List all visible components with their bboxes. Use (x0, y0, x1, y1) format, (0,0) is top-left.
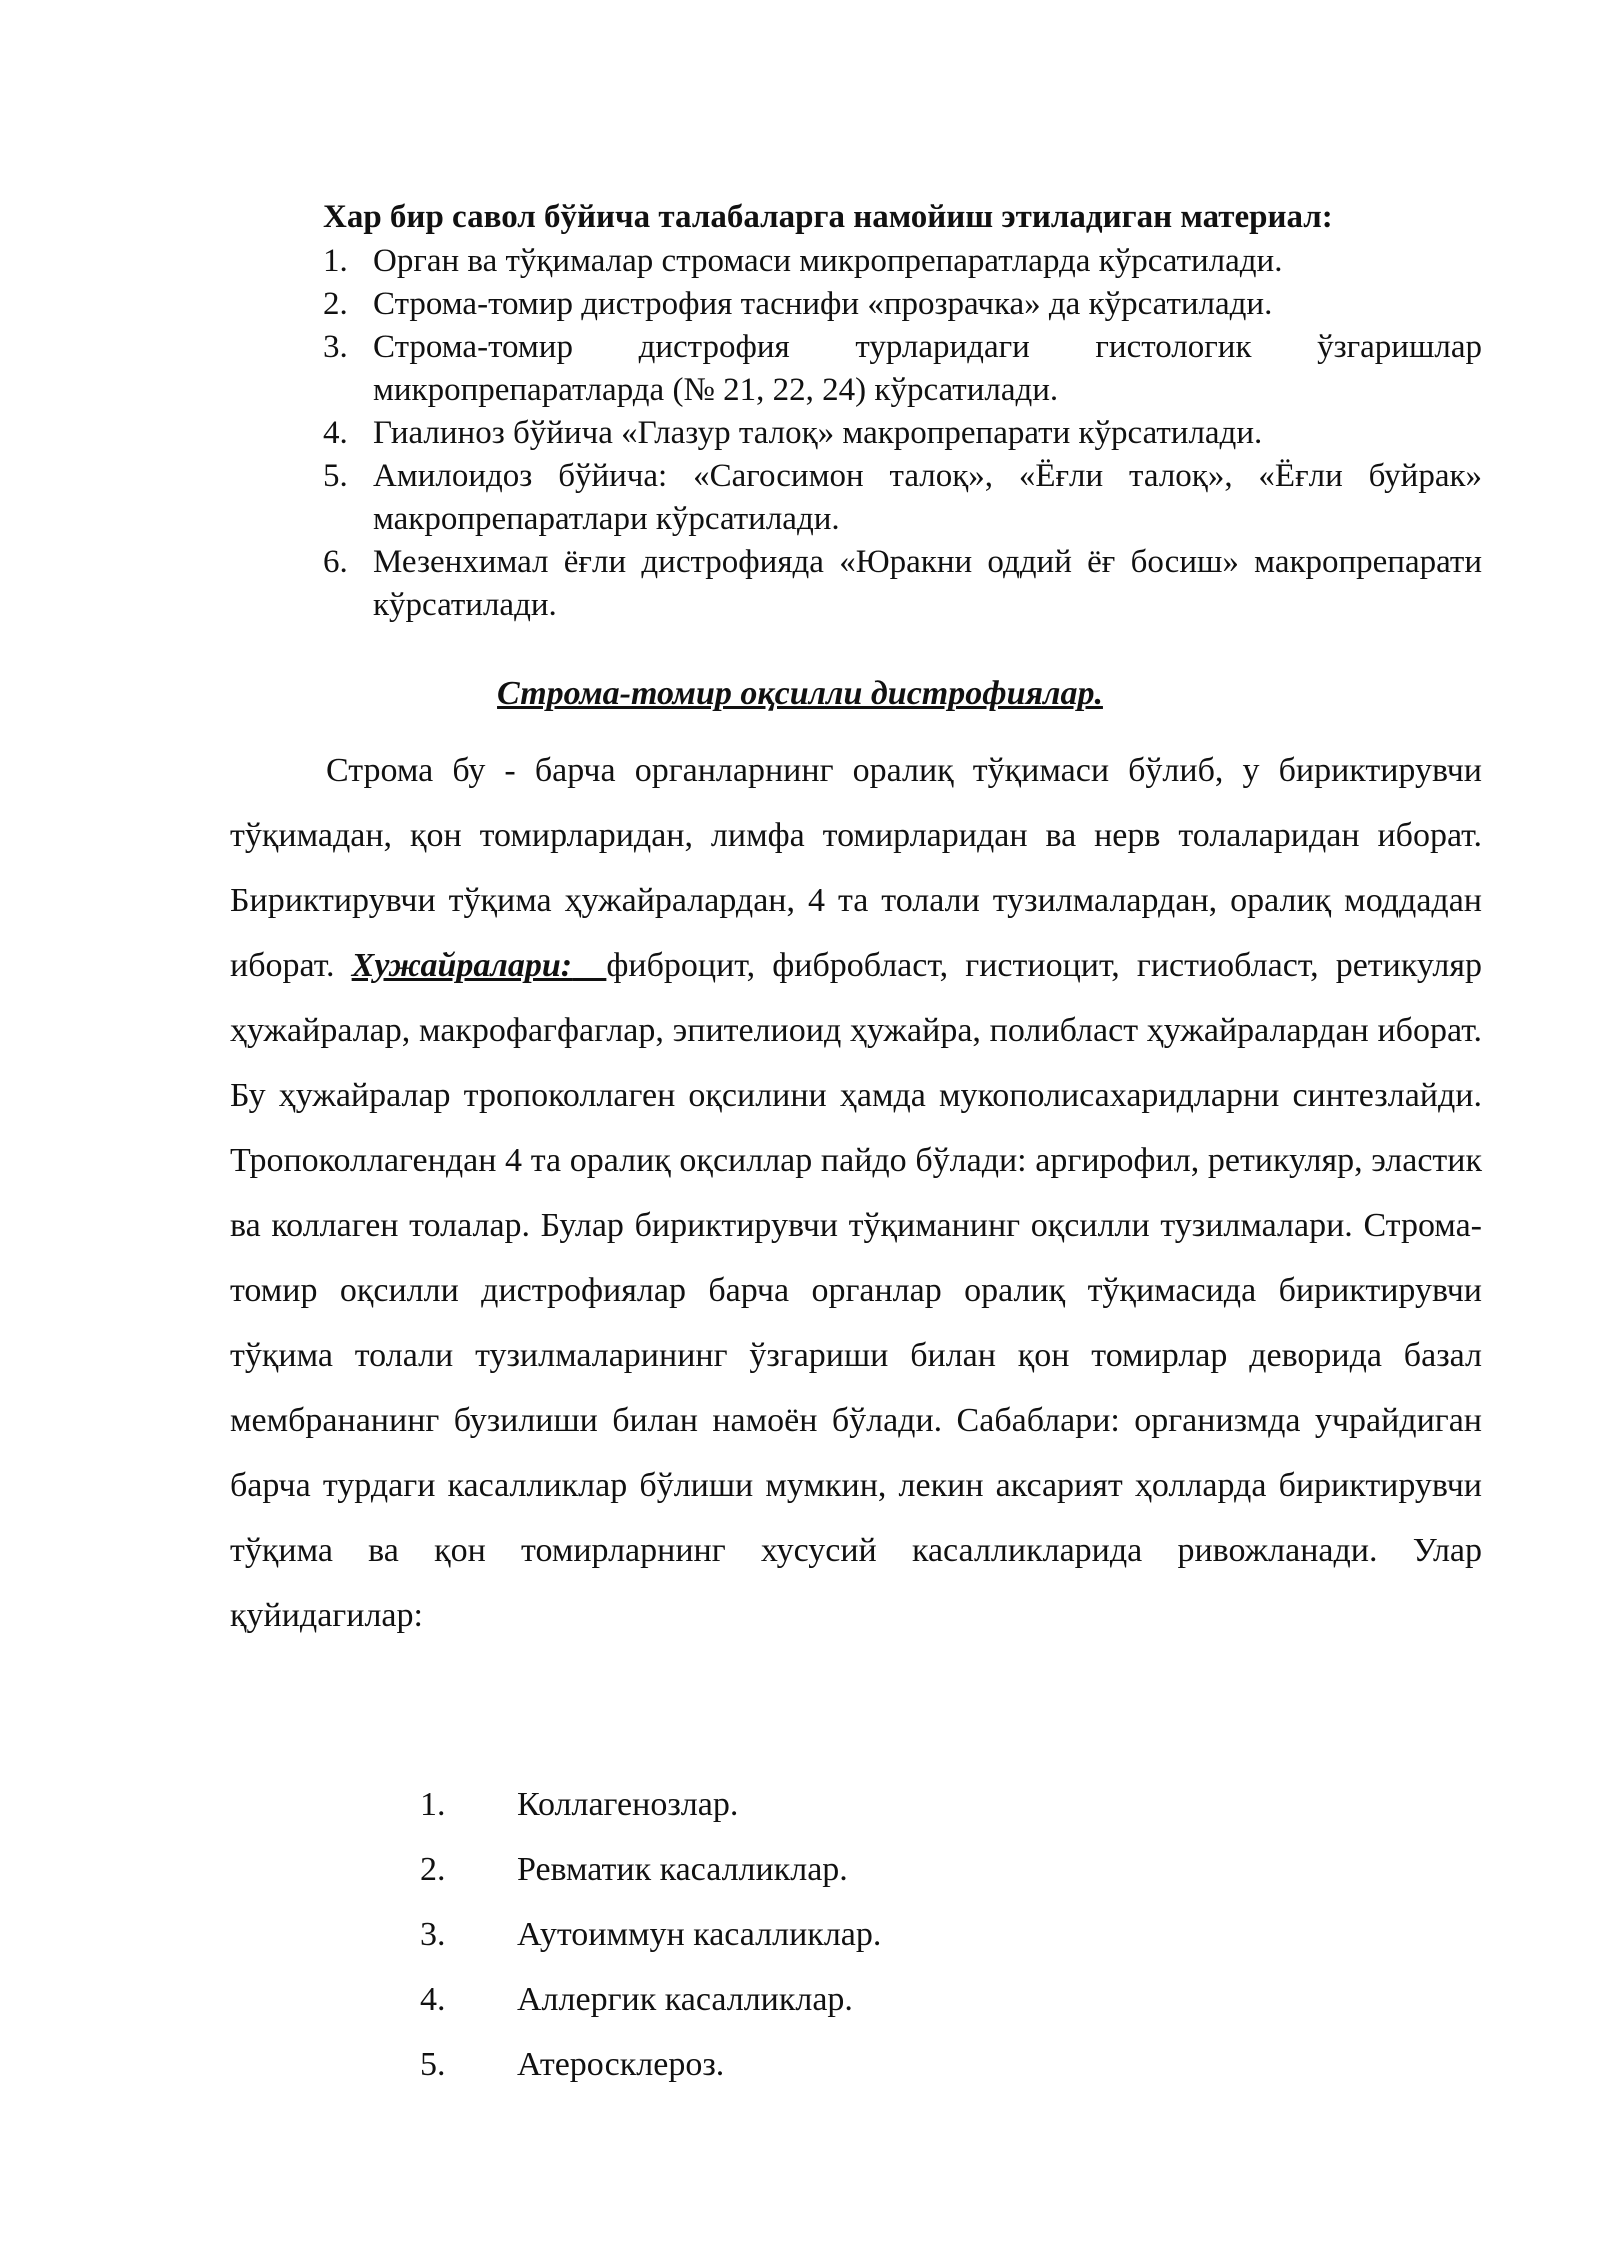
list-item-number: 4. (420, 1981, 446, 2018)
list-item-number: 5. (420, 2046, 446, 2083)
list-item-number: 6. (323, 544, 348, 580)
list-item (323, 240, 1482, 283)
list-item-number: 5. (323, 458, 348, 494)
list-item (420, 1967, 881, 2032)
list-item-text: Гиалиноз бўйича «Глазур талоқ» макропрепарати кўрсатилади. (373, 415, 1263, 451)
list-item-text: Коллагенозлар. (517, 1786, 739, 1823)
list-item (420, 2032, 881, 2097)
cells-label: Хужайралари: (351, 947, 573, 984)
list-item-text: Аутоиммун касалликлар. (517, 1916, 882, 1953)
list-item-text: Строма-томир дистрофия таснифи «прозрачка» да кўрсатилади. (373, 286, 1273, 322)
list-item (323, 455, 1482, 541)
list-item-number: 3. (420, 1916, 446, 1953)
list-item-text: Аллергик касалликлар. (517, 1981, 853, 2018)
list-item (323, 412, 1482, 455)
list-item (323, 283, 1482, 326)
list-item-text: Амилоидоз бўйича: «Сагосимон талоқ», «Ёғли талоқ», «Ёғли буйрак» макропрепаратлари кўрсатилади. (373, 458, 1482, 537)
list-item-number: 1. (420, 1786, 446, 1823)
list-item-number: 2. (420, 1851, 446, 1888)
list-item-text: Орган ва тўқималар стромаси микропрепаратларда кўрсатилади. (373, 243, 1283, 279)
section-paragraph (230, 738, 1482, 1648)
list-item-text: Ревматик касалликлар. (517, 1851, 848, 1888)
paragraph-text-part2: фиброцит, фибробласт, гистиоцит, гистиобласт, ретикуляр ҳужайралар, макрофагфаглар, эпителиоид ҳужайра, полибласт ҳужайралардан иборат. Бу ҳужайралар тропоколлаген оқсилини ҳамда мукополисахаридларни синтезлайди. Тропоколлагендан 4 та оралиқ оқсиллар пайдо бўлади: аргирофил, ретикуляр, эластик ва коллаген толалар. Булар бириктирувчи тўқиманинг оқсилли тузилмалари. Строма-томир оқсилли дистрофиялар барча органлар оралиқ тўқимасида бириктирувчи тўқима толали тузилмаларининг ўзгариши билан қон томирлар деворида базал мембрананинг бузилиши билан намоён бўлади. Сабаблари: организмда учрайдиган барча турдаги касалликлар бўлиши мумкин, лекин аксарият ҳолларда бириктирувчи тўқима ва қон томирларнинг хусусий касалликларида ривожланади. Улар қуйидагилар: (230, 947, 1483, 1634)
list-item-number: 4. (323, 415, 348, 451)
paragraph-text-part1: Строма бу - барча органларнинг оралиқ тўқимаси бўлиб, у бириктирувчи тўқимадан, қон томирларидан, лимфа томирларидан ва нерв толаларидан иборат. Бириктирувчи тўқима ҳужайралардан, 4 та толали тузилмалардан, оралиқ моддадан иборат. (230, 752, 1482, 984)
list-item (323, 541, 1482, 627)
intro-list (323, 240, 1482, 627)
disease-list (420, 1772, 881, 2097)
list-item (420, 1837, 881, 1902)
list-item-number: 2. (323, 286, 348, 322)
list-item (420, 1902, 881, 1967)
cells-label-underline (572, 947, 606, 984)
list-item (323, 326, 1482, 412)
list-item-number: 1. (323, 243, 348, 279)
list-item-text: Мезенхимал ёғли дистрофияда «Юракни оддий ёғ босиш» макропрепарати кўрсатилади. (373, 544, 1482, 623)
list-item-number: 3. (323, 329, 348, 365)
section-title: Строма-томир оқсилли дистрофиялар. (497, 675, 1103, 712)
intro-heading: Хар бир савол бўйича талабаларга намойиш этиладиган материал: (323, 199, 1333, 235)
list-item-text: Атеросклероз. (517, 2046, 725, 2083)
list-item (420, 1772, 881, 1837)
list-item-text: Строма-томир дистрофия турларидаги гистологик ўзгаришлар микропрепаратларда (№ 21, 22, 24) кўрсатилади. (373, 329, 1482, 408)
